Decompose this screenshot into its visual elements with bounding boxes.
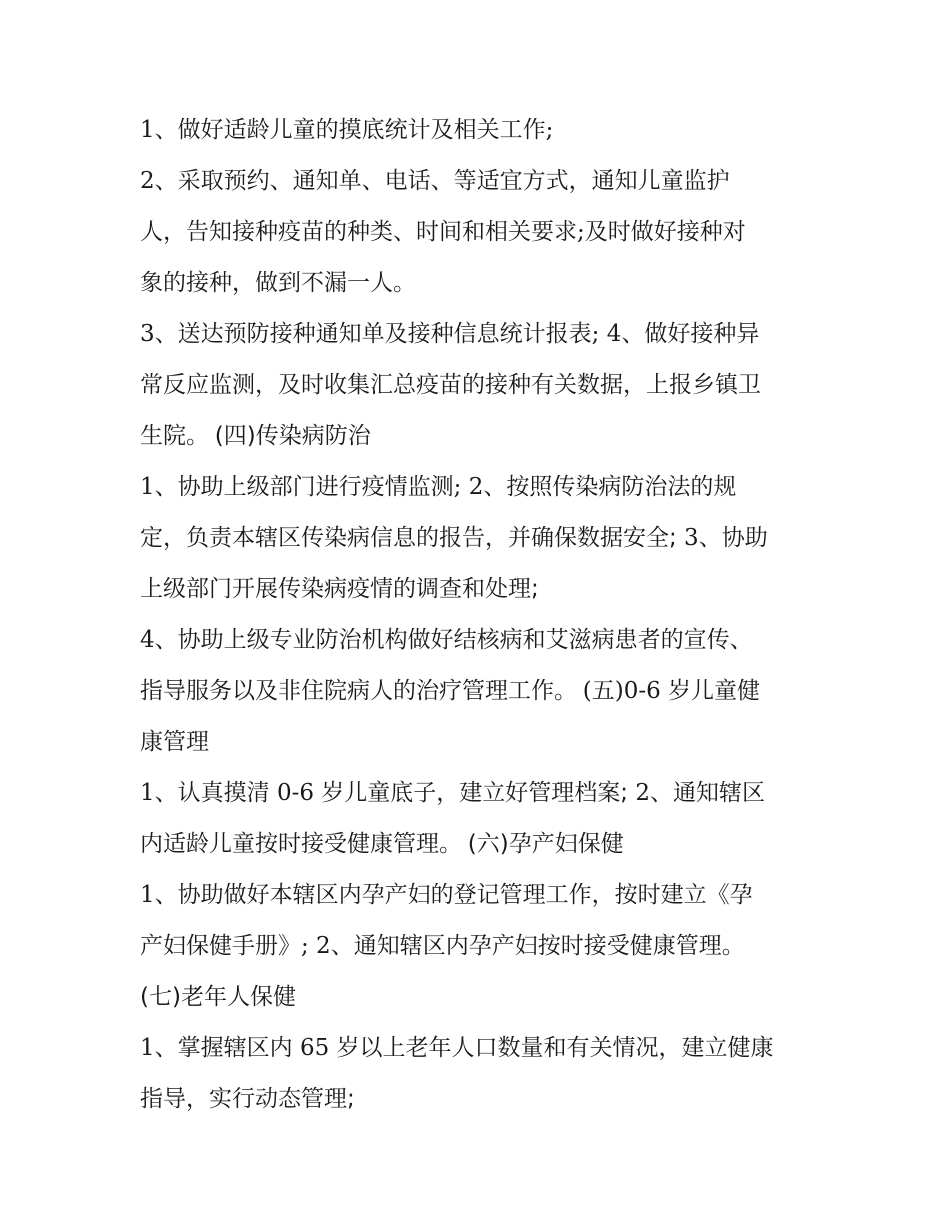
text-span: 康管理 (140, 729, 209, 755)
section-heading: (六)孕产妇保健 (467, 831, 624, 857)
text-span: 内适龄儿童按时接受健康管理。 (140, 831, 462, 857)
text-line (140, 166, 830, 196)
text-line (140, 319, 830, 349)
text-span: 上级部门开展传染病疫情的调查和处理; (140, 576, 539, 602)
text-line (140, 778, 830, 808)
text-span: 指导服务以及非住院病人的治疗管理工作。 (140, 678, 577, 704)
text-line (140, 625, 830, 655)
text-span: 4、协助上级专业防治机构做好结核病和艾滋病患者的宣传、 (140, 627, 753, 653)
text-span: 2、采取预约、通知单、电话、等适宜方式，通知儿童监护 (140, 168, 730, 194)
text-line (140, 217, 830, 247)
text-span: 3、送达预防接种通知单及接种信息统计报表; 4、做好接种异 (140, 321, 760, 347)
text-line (140, 523, 830, 553)
text-line (140, 982, 830, 1012)
text-line (140, 268, 830, 298)
text-span: 指导，实行动态管理; (140, 1086, 355, 1112)
text-line (140, 115, 830, 145)
text-span: 常反应监测，及时收集汇总疫苗的接种有关数据，上报乡镇卫 (140, 372, 761, 398)
text-line (140, 676, 830, 706)
text-span: 岁以上老年人口数量和有关情况，建立健康 (336, 1035, 774, 1061)
text-line (140, 829, 830, 859)
text-span: 生院。 (140, 423, 209, 449)
text-span: 1、掌握辖区内 65 (140, 1035, 337, 1061)
text-span: 1、协助做好本辖区内孕产妇的登记管理工作，按时建立《孕 (140, 882, 753, 908)
text-span: ; 2、通知辖区内孕产妇按时接受健康管理。 (301, 933, 745, 959)
text-line (140, 1033, 830, 1063)
text-span: 岁儿童底子，建立好管理档案; (321, 780, 629, 806)
section-heading: (五)0-6 岁儿童健 (582, 678, 761, 704)
text-span: 定，负责本辖区传染病信息的报告，并确保数据安全; (140, 525, 677, 551)
text-span: 2、通知辖区 (628, 780, 765, 806)
text-line (140, 727, 830, 757)
text-line (140, 472, 830, 502)
section-heading: (七)老年人保健 (140, 984, 296, 1010)
text-line (140, 421, 830, 451)
text-span: 象的接种，做到不漏一人。 (140, 270, 416, 296)
text-line (140, 1084, 830, 1114)
text-span: 产妇保健手册》 (140, 933, 301, 959)
text-line (140, 574, 830, 604)
text-span: 1、认真摸清 0-6 (140, 780, 322, 806)
text-span: 及时做好接种对 (584, 219, 746, 245)
text-line (140, 880, 830, 910)
text-line (140, 370, 830, 400)
text-span: 3、协助 (676, 525, 768, 551)
text-span: 1、做好适龄儿童的摸底统计及相关工作; (140, 117, 554, 143)
text-span: 人，告知接种疫苗的种类、时间和相关要求; (140, 219, 585, 245)
text-span: 1、协助上级部门进行疫情监测; 2、按照传染病防治法的规 (140, 474, 737, 500)
section-heading: (四)传染病防治 (214, 423, 371, 449)
text-line (140, 931, 830, 961)
